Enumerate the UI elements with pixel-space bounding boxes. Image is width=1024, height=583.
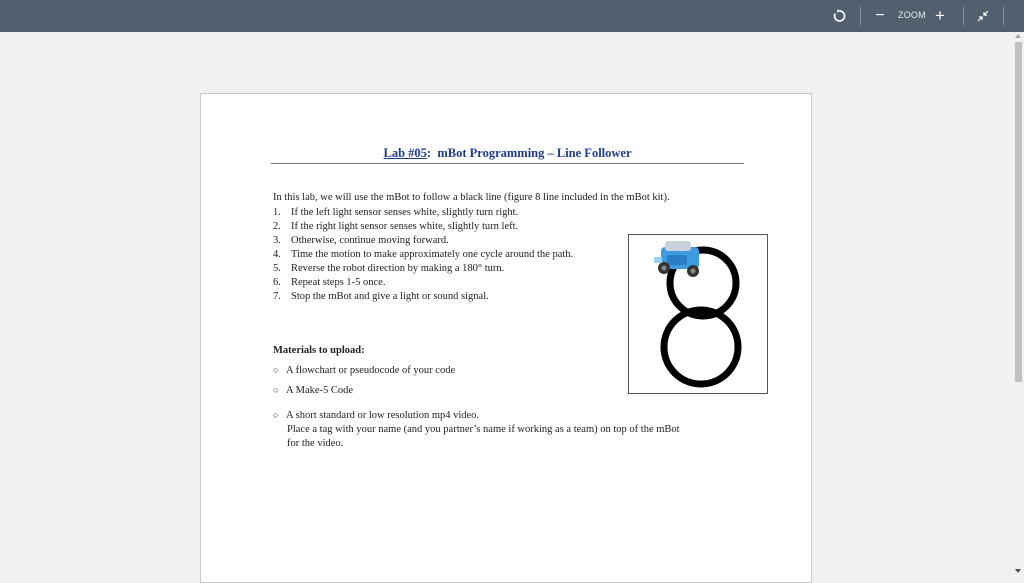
toolbar-divider	[860, 7, 861, 25]
step-item	[273, 220, 573, 234]
figure-8-track-image	[628, 234, 768, 394]
step-text: Stop the mBot and give a light or sound signal.	[291, 291, 489, 302]
scroll-up-arrow[interactable]	[1015, 34, 1021, 38]
step-item	[273, 248, 573, 262]
material-text: A Make-5 Code	[286, 385, 354, 396]
step-item	[273, 262, 573, 276]
scroll-thumb[interactable]	[1015, 42, 1022, 382]
step-item	[273, 206, 573, 220]
video-note-line: for the video.	[287, 438, 344, 449]
step-text: If the right light sensor senses white, slightly turn left.	[291, 221, 519, 232]
title-text: mBot Programming – Line Follower	[437, 146, 632, 160]
step-number: 4.	[273, 249, 281, 260]
zoom-out-button[interactable]	[872, 6, 888, 26]
rotate-button[interactable]	[830, 6, 848, 26]
step-item	[273, 234, 573, 248]
toolbar-divider	[963, 7, 964, 25]
rotate-icon	[832, 9, 846, 23]
zoom-label: ZOOM	[898, 10, 926, 20]
step-item	[273, 276, 573, 290]
step-number: 6.	[273, 277, 281, 288]
materials-heading: Materials to upload:	[273, 345, 365, 356]
figure-8-illustration	[629, 235, 767, 393]
title-colon: :	[426, 146, 432, 160]
step-number: 5.	[273, 263, 281, 274]
zoom-in-button[interactable]	[932, 6, 948, 26]
step-text: Time the motion to make approximately one cycle around the path.	[291, 249, 574, 260]
zoom-out-icon: −	[875, 7, 885, 24]
page-title	[271, 146, 744, 161]
step-text: Otherwise, continue moving forward.	[291, 235, 449, 246]
material-item	[273, 410, 479, 421]
viewer-toolbar	[0, 0, 1024, 32]
intro-text: In this lab, we will use the mBot to follow a black line (figure 8 line included in the mBot kit).	[273, 192, 670, 203]
scroll-down-arrow[interactable]	[1015, 569, 1021, 573]
exit-fullscreen-button[interactable]	[975, 6, 991, 26]
title-lab-number: Lab #05	[383, 146, 427, 160]
step-text: Reverse the robot direction by making a 180° turn.	[291, 263, 505, 274]
video-note-line: Place a tag with your name (and you partner’s name if working as a team) on top of the mBot	[287, 424, 680, 435]
step-text: Repeat steps 1-5 once.	[291, 277, 386, 288]
step-number: 3.	[273, 235, 281, 246]
bullet-icon: ○	[273, 365, 279, 375]
mbot-robot-icon	[654, 241, 699, 277]
title-underline	[271, 163, 744, 164]
bullet-icon: ○	[273, 410, 279, 420]
material-text: A flowchart or pseudocode of your code	[286, 365, 456, 376]
step-item	[273, 290, 573, 304]
material-item	[273, 385, 353, 396]
exit-fullscreen-icon	[977, 10, 989, 22]
material-text: A short standard or low resolution mp4 video.	[286, 410, 480, 421]
step-number: 7.	[273, 291, 281, 302]
material-item	[273, 365, 455, 376]
zoom-in-icon: +	[935, 6, 945, 25]
document-page	[200, 93, 812, 583]
step-number: 2.	[273, 221, 281, 232]
steps-list	[273, 206, 573, 304]
step-number: 1.	[273, 207, 281, 218]
step-text: If the left light sensor senses white, slightly turn right.	[291, 207, 519, 218]
toolbar-divider	[1003, 7, 1004, 25]
vertical-scrollbar[interactable]	[1013, 32, 1024, 576]
bullet-icon: ○	[273, 385, 279, 395]
